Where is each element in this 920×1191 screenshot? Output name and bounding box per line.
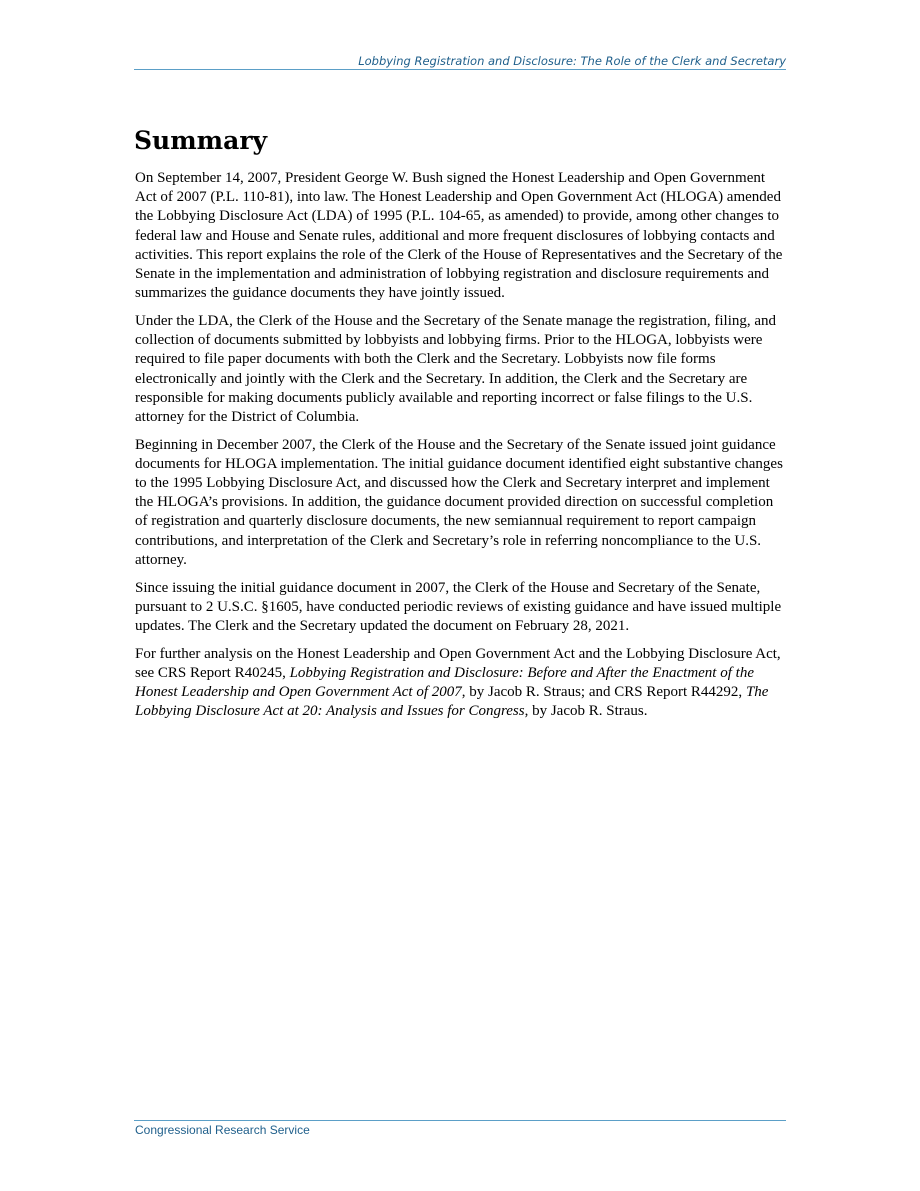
- paragraph-5-text-3: , by Jacob R. Straus.: [524, 703, 648, 720]
- report-title-r44292: The Lobbying Disclosure Act at 20: Analysis and Issues for Congress: [135, 684, 769, 720]
- paragraph-2: Under the LDA, the Clerk of the House and the Secretary of the Senate manage the registration, filing, and collection of documents submitted by lobbyists and lobbying firms. Prior to the HLOGA, lobbyists were required to file paper documents with both the Clerk and the Secretary. Lobbyists now file forms electronically and jointly with the Clerk and the Secretary. In addition, the Clerk and the Secretary are responsible for making documents publicly available and reporting incorrect or false filings to the U.S. attorney for the District of Columbia.: [135, 312, 777, 425]
- paragraph-5: [135, 645, 788, 722]
- paragraph-3: Beginning in December 2007, the Clerk of the House and the Secretary of the Senate issued joint guidance documents for HLOGA implementation. The initial guidance document identified eight substantive changes to the 1995 Lobbying Disclosure Act, and discussed how the Clerk and Secretary interpret and implement the HLOGA’s provisions. In addition, the guidance document provided direction on successful completion of registration and quarterly disclosure documents, the new semiannual requirement to report campaign contributions, and interpretation of the Clerk and Secretary’s role in referring noncompliance to the U.S. attorney.: [135, 436, 783, 568]
- footer-organization: Congressional Research Service: [135, 1123, 310, 1137]
- page-title: Summary: [134, 126, 268, 155]
- running-header: Lobbying Registration and Disclosure: The Role of the Clerk and Secretary: [358, 54, 786, 68]
- report-title-r40245: Lobbying Registration and Disclosure: Before and After the Enactment of the Honest Leadership and Open Government Act of 2007: [135, 664, 754, 701]
- header-rule: [134, 69, 786, 70]
- paragraph-5-text-1: For further analysis on the Honest Leadership and Open Government Act and the Lobbying Disclosure Act, see CRS Report R40245,: [135, 645, 781, 681]
- paragraph-4: Since issuing the initial guidance document in 2007, the Clerk of the House and Secretary of the Senate, pursuant to 2 U.S.C. §1605, have conducted periodic reviews of existing guidance and have issued multiple updates. The Clerk and the Secretary updated the document on February 28, 2021.: [135, 579, 782, 634]
- summary-body: [135, 169, 788, 730]
- paragraph-1: On September 14, 2007, President George W. Bush signed the Honest Leadership and Open Government Act of 2007 (P.L. 110-81), into law. The Honest Leadership and Open Government Act (HLOGA) amended the Lobbying Disclosure Act (LDA) of 1995 (P.L. 104-65, as amended) to provide, among other changes to federal law and House and Senate rules, additional and more frequent disclosures of lobbying contacts and activities. This report explains the role of the Clerk of the House of Representatives and the Secretary of the Senate in the implementation and administration of lobbying registration and disclosure requirements and summarizes the guidance documents they have jointly issued.: [135, 170, 783, 302]
- paragraph-5-text-2: , by Jacob R. Straus; and CRS Report R44292,: [461, 684, 746, 701]
- footer-rule: [134, 1120, 786, 1121]
